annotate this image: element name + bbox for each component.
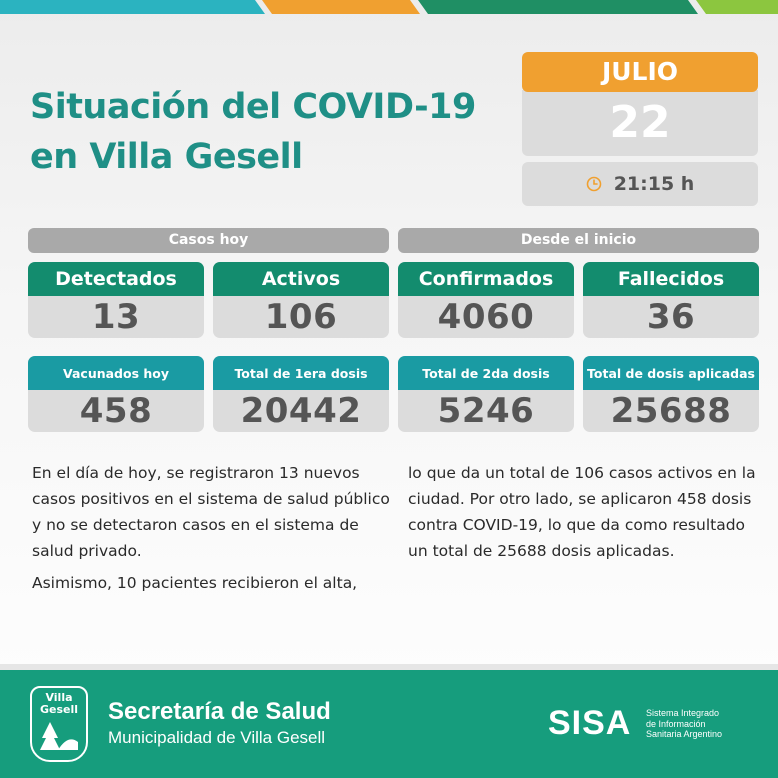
clock-icon (586, 176, 602, 192)
card-value: 5246 (437, 391, 535, 431)
card-fallecidos (583, 262, 759, 338)
time-text: 21:15 h (613, 173, 695, 195)
date-month: JULIO (522, 52, 758, 92)
secretaria-title: Secretaría de Salud (108, 698, 331, 725)
logo-text (32, 692, 86, 716)
card-label: Activos (213, 262, 389, 296)
card-value: 13 (91, 297, 141, 337)
card-vacunados-hoy (28, 356, 204, 432)
section-casos-hoy: Casos hoy (28, 228, 389, 253)
card-confirmados (398, 262, 574, 338)
card-label: Total de 2da dosis (398, 356, 574, 390)
sisa-desc-line: Sanitaria Argentino (646, 729, 723, 739)
card-value: 458 (79, 391, 153, 431)
card-dosis-aplicadas (583, 356, 759, 432)
logo-text-villa: Villa (45, 691, 73, 704)
title-line-1: Situación del COVID-19 (30, 87, 476, 127)
sisa-desc-line: Sistema Integrado (646, 708, 720, 718)
municipalidad-subtitle: Municipalidad de Villa Gesell (108, 728, 326, 747)
card-activos (213, 262, 389, 338)
paragraph-left (32, 460, 392, 596)
footer (0, 670, 778, 778)
top-color-stripes (0, 0, 778, 14)
card-value: 25688 (610, 391, 732, 431)
card-value: 20442 (240, 391, 362, 431)
card-value: 36 (646, 297, 696, 337)
title-line-2: en Villa Gesell (30, 137, 303, 177)
page-title (30, 82, 490, 182)
card-value: 106 (264, 297, 338, 337)
sisa-description (646, 708, 766, 740)
card-segunda-dosis (398, 356, 574, 432)
sisa-desc-line: de Información (646, 718, 706, 729)
card-primera-dosis (213, 356, 389, 432)
card-label: Total de 1era dosis (213, 356, 389, 390)
card-label: Fallecidos (583, 262, 759, 296)
card-value: 4060 (437, 297, 535, 337)
card-label: Vacunados hoy (28, 356, 204, 390)
card-label: Detectados (28, 262, 204, 296)
date-time (522, 162, 758, 206)
paragraph-left-2: Asimismo, 10 pacientes recibieron el alta, (32, 574, 358, 592)
logo-text-gesell: Gesell (39, 703, 79, 716)
date-day: 22 (522, 90, 758, 156)
card-label: Total de dosis aplicadas (583, 356, 759, 390)
card-detectados (28, 262, 204, 338)
paragraph-right (408, 460, 768, 564)
sisa-logo: SISA (548, 704, 632, 742)
paragraph-left-1: En el día de hoy, se registraron 13 nuevos casos positivos en el sistema de salud público y no se detectaron casos en el sistema de salud privado. (32, 464, 390, 560)
villa-gesell-logo (30, 686, 88, 762)
card-label: Confirmados (398, 262, 574, 296)
paragraph-right-text: lo que da un total de 106 casos activos en la ciudad. Por otro lado, se aplicaron 458 dosis contra COVID-19, lo que da como resultado un total de 25688 dosis aplicadas. (408, 464, 756, 560)
pine-tree-icon (38, 720, 80, 754)
section-desde-inicio: Desde el inicio (398, 228, 759, 253)
